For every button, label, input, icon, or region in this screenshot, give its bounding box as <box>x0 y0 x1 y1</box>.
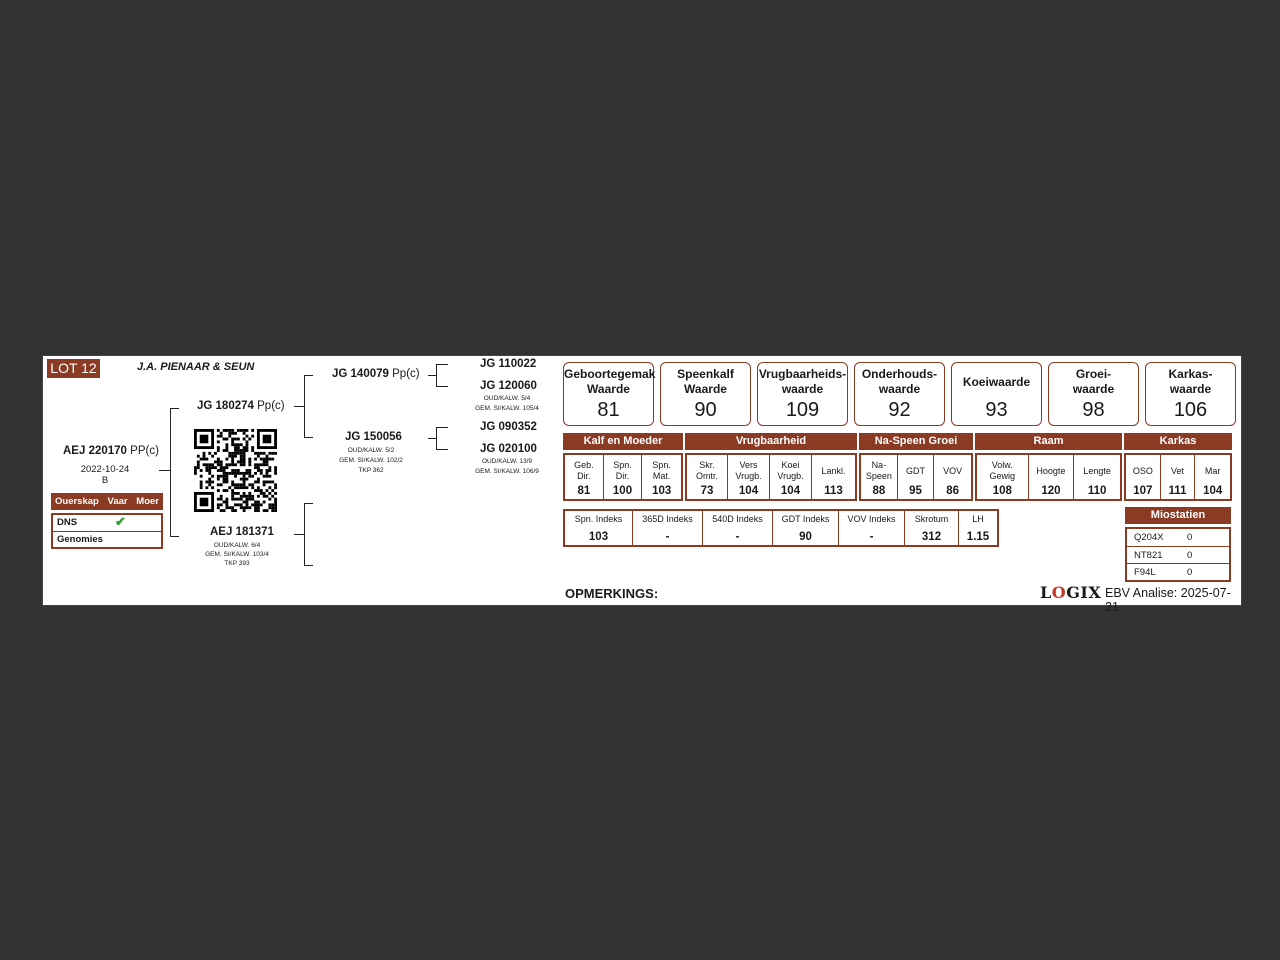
waarde-box: Onderhouds- waarde 92 <box>854 362 945 426</box>
miostatien-header: Miostatien <box>1125 507 1231 524</box>
pedigree-line <box>304 375 305 437</box>
lot-card <box>42 355 1242 614</box>
group-header-karkas: Karkas <box>1124 433 1232 450</box>
sire-dam-line-3: TKP 362 <box>358 467 384 474</box>
sd-dam-line-2: GEM. SI/KALW. 106/9 <box>475 468 539 475</box>
ss-sire-id: JG 110022 <box>480 358 537 370</box>
sd-dam-line-1: OUD/KALW. 13/9 <box>481 458 533 465</box>
dam-id: AEJ 181371 <box>210 526 274 538</box>
pedigree-line <box>436 427 437 449</box>
pedigree-line <box>294 406 304 407</box>
sire-dam-line-2: GEM. SI/KALW. 102/2 <box>339 457 403 464</box>
sire-dam-line-1: OUD/KALW. 5/2 <box>347 447 395 454</box>
index-cell: 540D Indeks - <box>703 511 773 545</box>
ebv-cell: GDT 95 <box>898 455 935 499</box>
ss-dam-line-2: GEM. SI/KALW. 105/4 <box>475 405 539 412</box>
dam-line-1: OUD/KALW. 6/4 <box>213 542 261 549</box>
owner-name: J.A. PIENAAR & SEUN <box>137 361 255 373</box>
pedigree-line <box>170 408 171 536</box>
pedigree-line <box>436 449 448 450</box>
ownership-header: Ouerskap Vaar Moer <box>51 493 163 510</box>
sire-id: JG 180274 Pp(c) <box>197 400 285 412</box>
ebv-cell: Hoogte 120 <box>1029 455 1075 499</box>
ebv-group-raam <box>975 453 1122 501</box>
sd-dam-id: JG 020100 <box>480 443 537 455</box>
ebv-cell: Lengte 110 <box>1083 465 1111 497</box>
waarde-box: Groei- waarde 98 <box>1048 362 1139 426</box>
ownership-table <box>51 493 163 549</box>
pedigree-line <box>170 408 179 409</box>
pedigree-line <box>304 503 305 565</box>
index-cell: LH 1.15 <box>966 514 990 543</box>
index-cell: GDT Indeks 90 <box>773 511 839 545</box>
pedigree-line <box>436 386 448 387</box>
ebv-cell: Na- Speen 88 <box>861 455 898 499</box>
ebv-cell: VOV 86 <box>943 465 963 497</box>
ss-dam-line-1: OUD/KALW. 5/4 <box>483 395 531 402</box>
ebv-group-kalf-en-moeder <box>563 453 683 501</box>
ebv-group-vrugbaarheid <box>685 453 857 501</box>
ebv-analise-date: EBV Analise: 2025-07-21 <box>1105 586 1231 614</box>
pedigree-line <box>436 364 437 386</box>
miostatien-row: NT821 0 <box>1127 546 1229 563</box>
pedigree-line <box>428 375 436 376</box>
group-header-na-speen-groei: Na-Speen Groei <box>859 433 973 450</box>
waarde-box: Vrugbaarheids- waarde 109 <box>757 362 848 426</box>
group-header-raam: Raam <box>975 433 1122 450</box>
logix-logo: LOGIX <box>1040 583 1102 602</box>
pedigree-line <box>294 534 304 535</box>
check-icon: ✔ <box>115 514 126 529</box>
waarde-box: Karkas- waarde 106 <box>1145 362 1236 426</box>
pedigree-line <box>159 470 170 471</box>
group-header-kalf-en-moeder: Kalf en Moeder <box>563 433 683 450</box>
ebv-cell: Spn. Dir. 100 <box>604 455 643 499</box>
index-cell: Skrotum 312 <box>905 511 959 545</box>
ownership-row-dns: DNS ✔ <box>57 514 126 529</box>
miostatien-table <box>1125 527 1231 582</box>
waarde-box: Speenkalf Waarde 90 <box>660 362 751 426</box>
animal-id: AEJ 220170 PP(c) <box>63 445 159 457</box>
ss-dam-id: JG 120060 <box>480 380 537 392</box>
ebv-cell: OSO 107 <box>1126 455 1161 499</box>
waarde-box: Geboortegemak Waarde 81 <box>563 362 654 426</box>
waarde-box: Koeiwaarde 93 <box>951 362 1042 426</box>
ebv-group-karkas <box>1124 453 1232 501</box>
pedigree-line <box>170 536 179 537</box>
ownership-row-genomies: Genomies <box>53 531 161 547</box>
index-table <box>563 509 999 547</box>
ebv-cell: Koei Vrugb. 104 <box>770 455 812 499</box>
ebv-cell: Volw. Gewig 108 <box>977 455 1029 499</box>
ebv-cell: Vers Vrugb. 104 <box>728 455 770 499</box>
ebv-group-na-speen-groei <box>859 453 973 501</box>
pedigree-line <box>304 437 313 438</box>
group-header-vrugbaarheid: Vrugbaarheid <box>685 433 857 450</box>
ebv-cell: Skr. Omtr. 73 <box>687 455 728 499</box>
pedigree-line <box>436 364 448 365</box>
dam-line-2: GEM. SI/KALW. 103/4 <box>205 551 269 558</box>
index-cell: VOV Indeks - <box>839 511 905 545</box>
index-cell: 365D Indeks - <box>633 511 703 545</box>
animal-date: 2022-10-24 <box>80 464 130 475</box>
dam-line-3: TKP 393 <box>224 560 250 567</box>
sire-sire-id: JG 140079 Pp(c) <box>332 368 420 380</box>
miostatien-row: Q204X 0 <box>1134 532 1193 543</box>
pedigree-line <box>436 427 448 428</box>
opmerkings-label: OPMERKINGS: <box>565 586 659 601</box>
pedigree-line <box>428 438 436 439</box>
ebv-cell: Lankl. 113 <box>821 465 846 497</box>
ebv-cell: Geb. Dir. 81 <box>565 455 604 499</box>
pedigree-line <box>304 375 313 376</box>
pedigree-line <box>304 503 313 504</box>
animal-grade: B <box>101 475 109 486</box>
ebv-cell: Mar 104 <box>1203 465 1223 497</box>
ebv-cell: Vet 111 <box>1161 455 1196 499</box>
index-cell: Spn. Indeks 103 <box>565 511 633 545</box>
lot-badge: LOT 12 <box>47 359 100 378</box>
miostatien-row: F94L 0 <box>1127 563 1229 580</box>
qr-code <box>194 429 277 512</box>
ebv-cell: Spn. Mat. 103 <box>652 460 672 497</box>
sire-dam-id: JG 150056 <box>345 431 402 443</box>
pedigree-line <box>304 565 313 566</box>
sd-sire-id: JG 090352 <box>480 421 537 433</box>
